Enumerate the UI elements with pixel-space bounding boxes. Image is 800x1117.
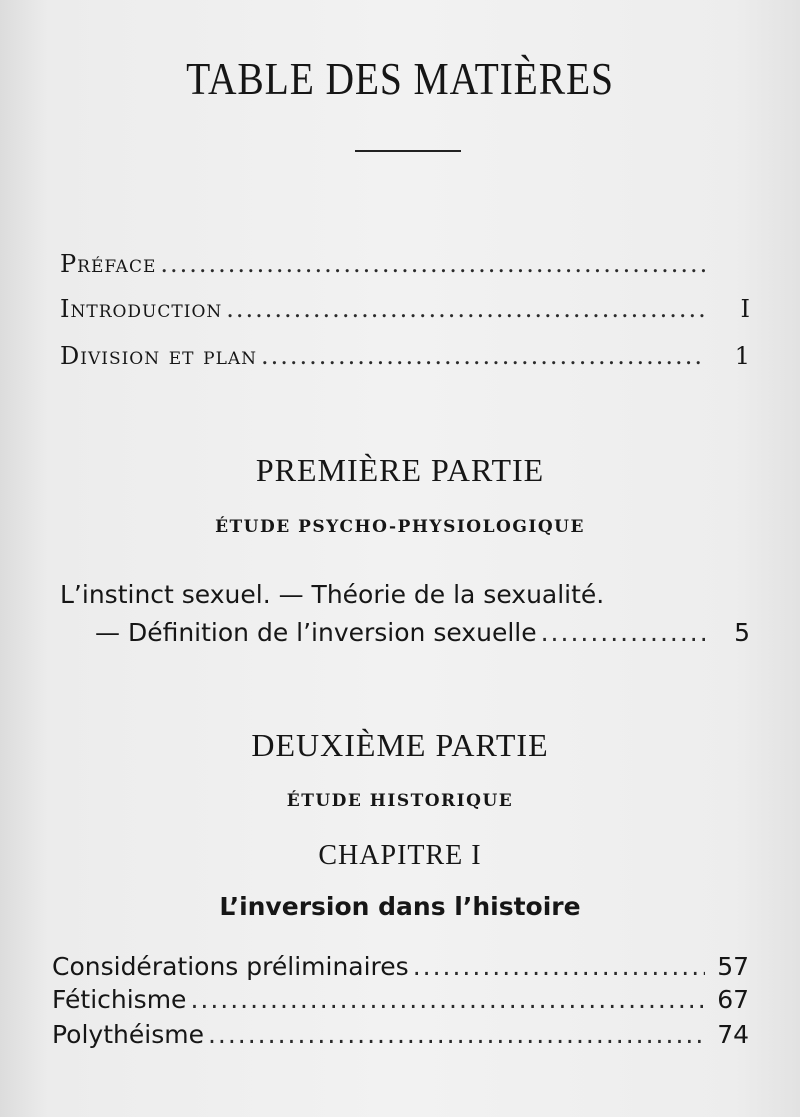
toc-entry-page: 57 (717, 952, 749, 981)
toc-entry-label: Préface (60, 250, 157, 278)
part2-subtitle: ÉTUDE HISTORIQUE (286, 791, 514, 811)
chapter-title: L’inversion dans l’histoire (219, 892, 581, 921)
toc-entry-label: Introduction (60, 295, 223, 323)
toc-entry-fetichisme[interactable] (52, 985, 749, 1014)
dot-leader (261, 342, 706, 370)
toc-entry-label: — Définition de l’inversion sexuelle (95, 618, 537, 647)
toc-entry-considerations[interactable] (52, 952, 749, 981)
dot-leader (413, 952, 705, 981)
part1-subtitle: ÉTUDE PSYCHO-PHYSIOLOGIQUE (215, 517, 585, 537)
dot-leader (226, 295, 706, 323)
toc-entry-label: Division et plan (60, 342, 258, 370)
chapter-heading: CHAPITRE I (318, 840, 482, 871)
toc-entry-label: Fétichisme (52, 985, 187, 1014)
part1-heading: PREMIÈRE PARTIE (255, 452, 545, 488)
part1-entry-line1: L’instinct sexuel. — Théorie de la sexualité. (60, 580, 605, 609)
toc-entry-introduction[interactable] (60, 295, 750, 323)
toc-entry-part1[interactable] (95, 618, 750, 647)
dot-leader (208, 1020, 705, 1049)
title-rule (355, 150, 461, 152)
toc-entry-page: 5 (734, 618, 750, 647)
toc-entry-polytheisme[interactable] (52, 1020, 749, 1049)
toc-entry-page: 1 (734, 342, 750, 370)
toc-entry-page: I (740, 295, 750, 323)
toc-entry-page: 74 (717, 1020, 749, 1049)
toc-entry-label: Polythéisme (52, 1020, 204, 1049)
dot-leader (190, 985, 705, 1014)
dot-leader (541, 618, 706, 647)
toc-entry-label: Considérations préliminaires (52, 952, 409, 981)
page-title: TABLE DES MATIÈRES (186, 53, 614, 104)
part2-heading: DEUXIÈME PARTIE (251, 727, 549, 763)
toc-entry-page: 67 (717, 985, 749, 1014)
toc-entry-preface[interactable] (60, 250, 750, 278)
toc-entry-division[interactable] (60, 342, 750, 370)
dot-leader (160, 250, 706, 278)
